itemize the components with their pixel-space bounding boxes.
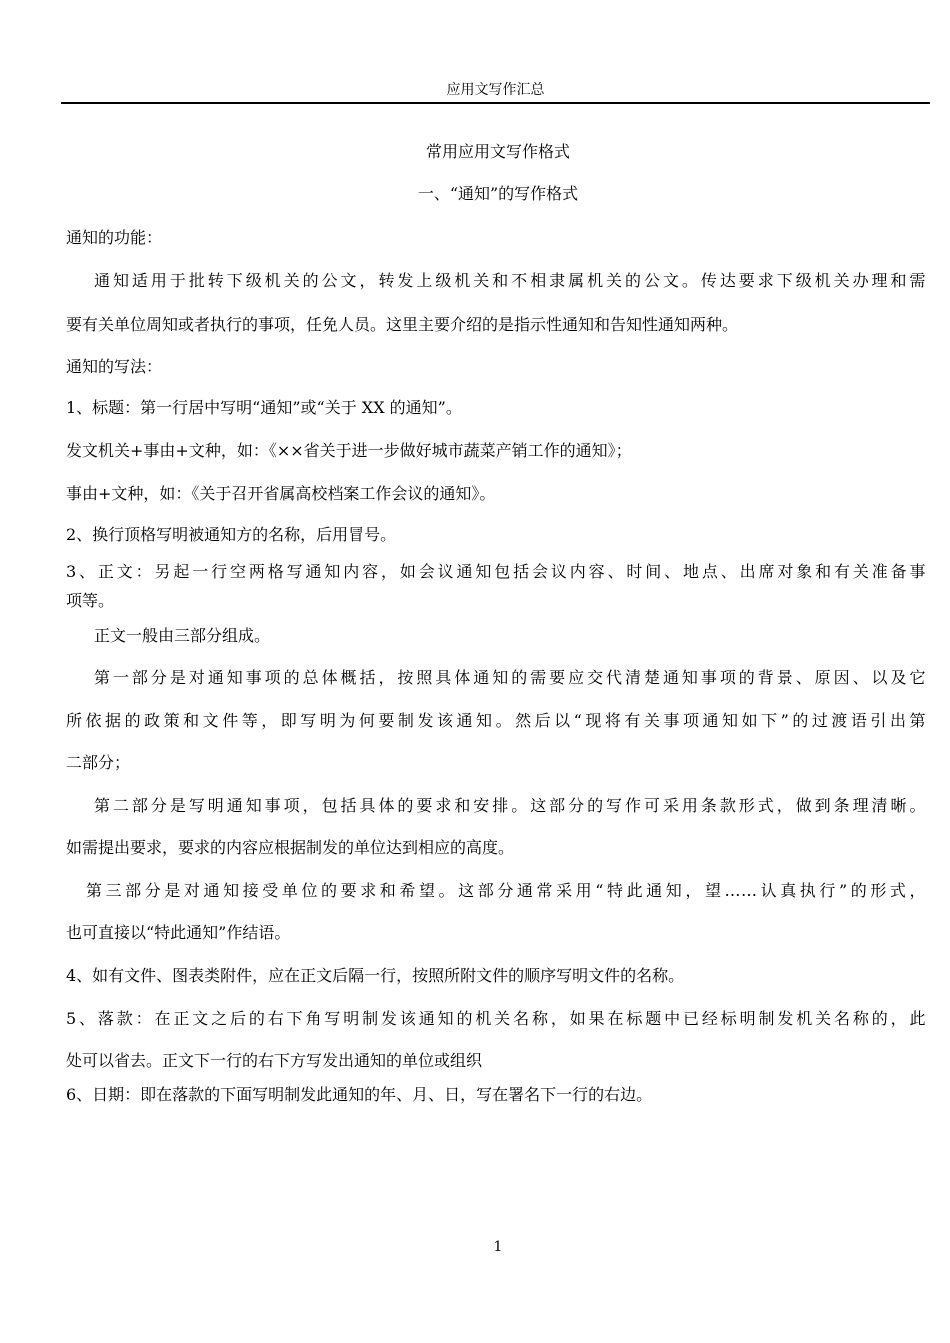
item-5-line-2: 处可以省去。正文下一行的右下方写发出通知的单位或组织 <box>66 1051 483 1070</box>
part-3-line-1: 第三部分是对通知接受单位的要求和希望。这部分通常采用“特此通知，望……认真执行”的形式， <box>86 881 926 900</box>
document-title: 常用应用文写作格式 <box>425 142 570 161</box>
item-5-line-1: 5、落款：在正文之后的右下角写明制发该通知的机关名称，如果在标题中已经标明制发机关名称的，此 <box>66 1009 926 1028</box>
item-1-example-1: 发文机关+事由+文种，如：《××省关于进一步做好城市蔬菜产销工作的通知》； <box>66 441 632 460</box>
item-1-example-2: 事由+文种，如：《关于召开省属高校档案工作会议的通知》。 <box>66 484 496 503</box>
item-1-title: 1、标题：第一行居中写明“通知”或“关于 XX 的通知”。 <box>66 398 462 417</box>
page-number: 1 <box>493 1239 503 1255</box>
part-1-line-3: 二部分； <box>66 753 131 772</box>
item-4: 4、如有文件、图表类附件，应在正文后隔一行，按照所附文件的顺序写明文件的名称。 <box>66 966 685 985</box>
section-title: 一、“通知”的写作格式 <box>417 184 579 203</box>
header-title: 应用文写作汇总 <box>446 82 545 98</box>
function-paragraph-line-2: 要有关单位周知或者执行的事项，任免人员。这里主要介绍的是指示性通知和告知性通知两种。 <box>66 315 739 334</box>
part-3-line-2: 也可直接以“特此通知”作结语。 <box>66 923 291 942</box>
writing-method-heading: 通知的写法： <box>66 357 163 376</box>
part-2-line-2: 如需提出要求，要求的内容应根据制发的单位达到相应的高度。 <box>66 838 515 857</box>
part-1-line-1: 第一部分是对通知事项的总体概括，按照具体通知的需要应交代清楚通知事项的背景、原因、以及它 <box>94 668 926 687</box>
item-6: 6、日期：即在落款的下面写明制发此通知的年、月、日，写在署名下一行的右边。 <box>66 1085 653 1104</box>
item-2: 2、换行顶格写明被通知方的名称，后用冒号。 <box>66 525 397 544</box>
body-structure-intro: 正文一般由三部分组成。 <box>94 626 271 645</box>
function-paragraph-line-1: 通知适用于批转下级机关的公文，转发上级机关和不相隶属机关的公文。传达要求下级机关办理和需 <box>94 271 926 290</box>
item-3-line-1: 3、正文：另起一行空两格写通知内容，如会议通知包括会议内容、时间、地点、出席对象和有关准备事 <box>66 562 926 581</box>
item-3-line-2: 项等。 <box>66 591 115 610</box>
part-2-line-1: 第二部分是写明通知事项，包括具体的要求和安排。这部分的写作可采用条款形式，做到条理清晰。 <box>94 796 926 815</box>
part-1-line-2: 所依据的政策和文件等，即写明为何要制发该通知。然后以“现将有关事项通知如下”的过渡语引出第 <box>66 711 926 730</box>
page-header <box>61 80 930 104</box>
function-heading: 通知的功能： <box>66 228 163 247</box>
